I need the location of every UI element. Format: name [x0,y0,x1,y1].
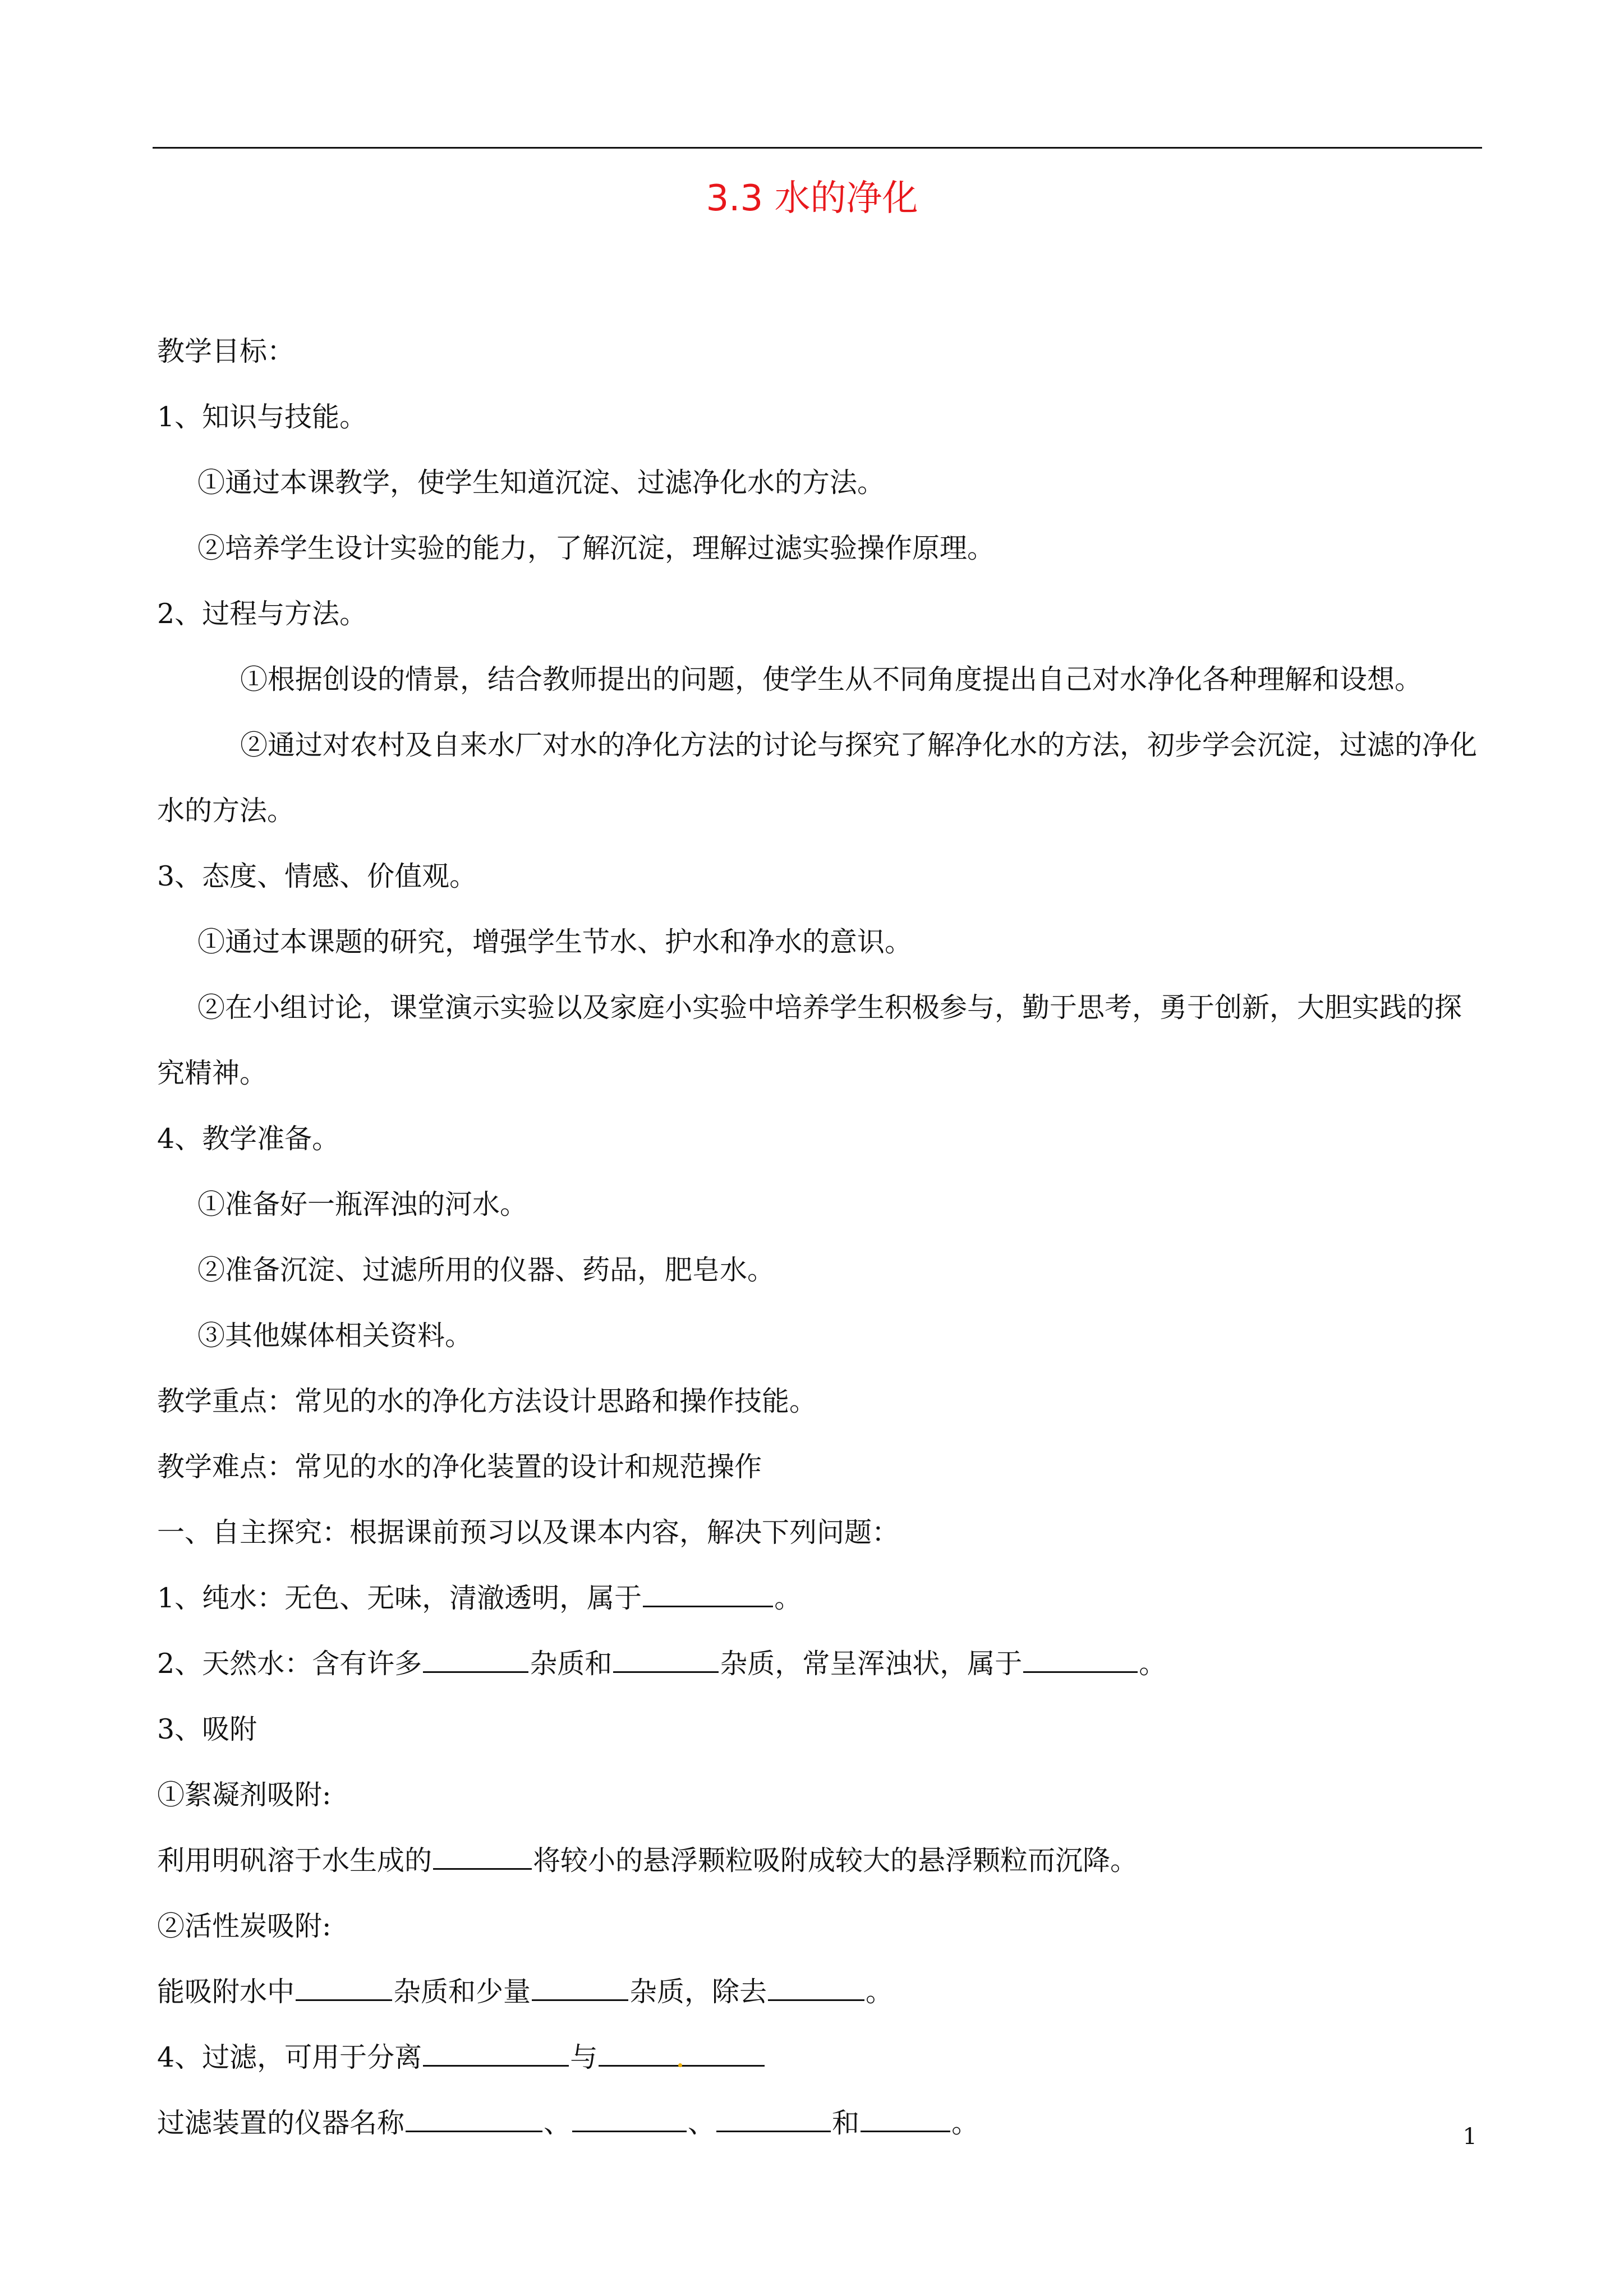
self-inquiry-heading: 一、自主探究：根据课前预习以及课本内容，解决下列问题： [157,1516,900,1548]
question-filtration-apparatus: 过滤装置的仪器名称 、 、 和 。 [157,2090,1482,2156]
question-adsorption-heading: 3、吸附 [157,1713,257,1745]
document-body [157,319,1482,2156]
question-filtration: 4、过滤，可用于分离 与 [157,2025,1482,2090]
section-process: 2、过程与方法。 [157,598,367,630]
fill-blank[interactable] [532,1972,628,2001]
question-activated-carbon: 能吸附水中 杂质和少量 杂质，除去 。 [157,1959,1482,2025]
attitude-item-1: ①通过本课题的研究，增强学生节水、护水和净水的意识。 [197,926,913,958]
fill-blank[interactable] [643,1578,773,1607]
yellow-dot [678,2063,682,2067]
fill-blank[interactable] [296,1972,392,2001]
page-title: 3.3 水的净化 [706,178,918,219]
fill-blank[interactable] [423,2037,569,2067]
fill-blank[interactable] [433,1841,532,1870]
flocculant-heading: ①絮凝剂吸附: [157,1779,332,1811]
fill-blank[interactable] [768,1972,864,2001]
process-item-1: ①根据创设的情景，结合教师提出的问题，使学生从不同角度提出自己对水净化各种理解和设想。 [240,663,1423,695]
fill-blank[interactable] [423,1644,528,1673]
fill-blank[interactable] [572,2103,687,2132]
question-flocculant: 利用明矾溶于水生成的 将较小的悬浮颗粒吸附成较大的悬浮颗粒而沉降。 [157,1828,1482,1893]
knowledge-item-2: ②培养学生设计实验的能力，了解沉淀，理解过滤实验操作原理。 [197,532,995,564]
page-number: 1 [1462,2124,1477,2150]
knowledge-item-1: ①通过本课教学，使学生知道沉淀、过滤净化水的方法。 [197,467,885,499]
activated-carbon-heading: ②活性炭吸附: [157,1910,332,1942]
header-rule [153,147,1482,149]
fill-blank[interactable] [861,2103,950,2132]
preparation-item-1: ①准备好一瓶浑浊的河水。 [197,1188,528,1220]
fill-blank[interactable] [716,2103,831,2132]
question-natural-water: 2、天然水：含有许多 杂质和 杂质，常呈浑浊状，属于 。 [157,1631,1482,1696]
attitude-item-2: ②在小组讨论，课堂演示实验以及家庭小实验中培养学生积极参与，勤于思考，勇于创新，大胆实践的探究精神。 [157,992,1462,1089]
section-preparation: 4、教学准备。 [157,1123,340,1155]
objectives-heading: 教学目标： [157,335,295,367]
teaching-difficulty: 教学难点：常见的水的净化装置的设计和规范操作 [157,1451,762,1483]
process-item-2: ②通过对农村及自来水厂对水的净化方法的讨论与探究了解净化水的方法，初步学会沉淀，过滤的净化水的方法。 [157,729,1478,827]
fill-blank[interactable] [599,2037,765,2067]
fill-blank[interactable] [1023,1644,1138,1673]
preparation-item-3: ③其他媒体相关资料。 [197,1320,473,1352]
fill-blank[interactable] [613,1644,719,1673]
teaching-focus: 教学重点：常见的水的净化方法设计思路和操作技能。 [157,1385,817,1417]
fill-blank[interactable] [406,2103,542,2132]
question-pure-water: 1、纯水：无色、无味，清澈透明，属于 。 [157,1565,1482,1631]
section-attitude: 3、态度、情感、价值观。 [157,860,477,892]
preparation-item-2: ②准备沉淀、过滤所用的仪器、药品，肥皂水。 [197,1254,775,1286]
section-knowledge: 1、知识与技能。 [157,401,367,433]
